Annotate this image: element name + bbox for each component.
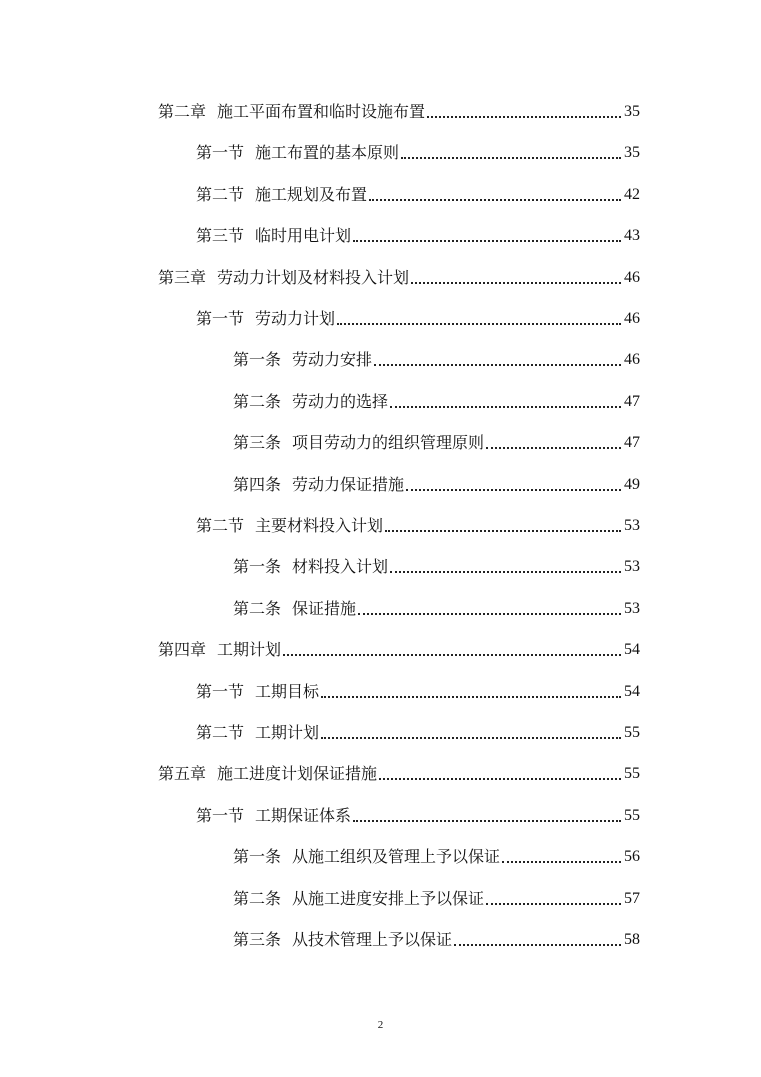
dot-leader (358, 613, 621, 615)
dot-leader (390, 571, 621, 573)
toc-entry[interactable] (158, 262, 640, 288)
toc-entry-page: 53 (624, 517, 640, 534)
dot-leader (486, 903, 621, 905)
toc-entry-title: 施工平面布置和临时设施布置 (217, 102, 426, 121)
dot-leader (374, 364, 621, 366)
toc-entry-page: 55 (624, 724, 640, 741)
toc-entry-title: 劳动力保证措施 (292, 474, 405, 494)
toc-entry[interactable] (158, 758, 640, 784)
toc-entry-page: 46 (624, 268, 640, 286)
dot-leader (321, 737, 621, 739)
toc-entry-number: 第一节 (196, 309, 245, 328)
toc-entry-number: 第三节 (196, 226, 245, 246)
dot-leader (283, 654, 621, 656)
toc-entry-title: 工期计划 (217, 640, 282, 660)
toc-entry-title: 施工布置的基本原则 (255, 143, 400, 163)
toc-entry[interactable] (233, 551, 640, 577)
toc-entry-page: 49 (624, 475, 640, 493)
dot-leader (379, 778, 621, 780)
toc-entry-title: 工期计划 (255, 723, 320, 742)
toc-entry-number: 第一节 (196, 805, 245, 825)
toc-entry[interactable] (233, 924, 640, 950)
toc-entry-number: 第二章 (158, 102, 207, 121)
toc-entry-number: 第一条 (233, 557, 282, 577)
toc-entry-number: 第二节 (196, 723, 245, 742)
toc-entry-page: 53 (624, 558, 640, 576)
toc-entry-page: 35 (624, 103, 640, 120)
toc-entry-number: 第二条 (233, 391, 282, 411)
toc-entry[interactable] (196, 800, 640, 826)
toc-entry-title: 工期保证体系 (255, 805, 352, 825)
toc-entry[interactable] (158, 96, 640, 122)
toc-entry-page: 47 (624, 392, 640, 410)
toc-entry-title: 施工规划及布置 (255, 184, 368, 204)
toc-entry-title: 劳动力计划 (255, 309, 336, 328)
toc-entry-title: 保证措施 (292, 598, 357, 618)
toc-entry[interactable] (196, 220, 640, 246)
toc-entry-title: 主要材料投入计划 (255, 516, 384, 535)
toc-entry-title: 从施工进度安排上予以保证 (292, 888, 485, 908)
toc-entry-page: 58 (624, 931, 640, 948)
toc-entry-title: 工期目标 (255, 681, 320, 701)
toc-entry[interactable] (233, 427, 640, 453)
toc-entry-number: 第四条 (233, 474, 282, 494)
dot-leader (486, 447, 621, 449)
toc-entry[interactable] (196, 510, 640, 536)
toc-entry-page: 35 (624, 144, 640, 162)
toc-entry-number: 第四章 (158, 640, 207, 660)
toc-entry-page: 56 (624, 848, 640, 866)
toc-entry-number: 第一条 (233, 350, 282, 370)
toc-entry[interactable] (196, 303, 640, 329)
toc-entry-number: 第一条 (233, 847, 282, 867)
dot-leader (353, 240, 621, 242)
toc-entry[interactable] (196, 676, 640, 702)
toc-entry-title: 从施工组织及管理上予以保证 (292, 847, 501, 867)
toc-entry-title: 劳动力的选择 (292, 391, 389, 411)
dot-leader (427, 116, 621, 118)
toc-entry[interactable] (233, 883, 640, 909)
toc-entry[interactable] (233, 344, 640, 370)
toc-entry-number: 第一节 (196, 681, 245, 701)
toc-entry-page: 47 (624, 434, 640, 452)
dot-leader (385, 530, 621, 532)
toc-entry-page: 54 (624, 641, 640, 659)
toc-entry-number: 第三条 (233, 433, 282, 453)
toc-entry-number: 第五章 (158, 764, 207, 784)
toc-entry-number: 第二节 (196, 184, 245, 204)
dot-leader (502, 861, 621, 863)
dot-leader (411, 282, 621, 284)
toc-entry-page: 53 (624, 599, 640, 617)
toc-entry[interactable] (233, 841, 640, 867)
toc-entry[interactable] (158, 634, 640, 660)
toc-entry-page: 46 (624, 310, 640, 327)
toc-entry-number: 第一节 (196, 143, 245, 163)
page-number-footer: 2 (377, 1019, 384, 1031)
toc-entry-number: 第二节 (196, 516, 245, 535)
toc-entry[interactable] (233, 469, 640, 495)
toc-entry[interactable] (196, 137, 640, 163)
toc-entry[interactable] (233, 593, 640, 619)
toc-entry-page: 42 (624, 185, 640, 203)
toc-entry-page: 46 (624, 351, 640, 369)
toc-entry-page: 43 (624, 227, 640, 245)
toc-entry-title: 劳动力计划及材料投入计划 (217, 267, 410, 287)
toc-entry[interactable] (196, 717, 640, 743)
toc-entry-title: 项目劳动力的组织管理原则 (292, 433, 485, 453)
dot-leader (406, 489, 621, 491)
toc-entry-number: 第二条 (233, 598, 282, 618)
toc-entry[interactable] (233, 386, 640, 412)
dot-leader (353, 820, 621, 822)
toc-entry-title: 材料投入计划 (292, 557, 389, 577)
toc-entry-page: 55 (624, 765, 640, 783)
toc-entry-title: 临时用电计划 (255, 226, 352, 246)
dot-leader (369, 199, 621, 201)
dot-leader (454, 944, 621, 946)
toc-entry-page: 55 (624, 806, 640, 824)
toc-entry-number: 第二条 (233, 888, 282, 908)
dot-leader (390, 406, 621, 408)
toc-entry-number: 第三章 (158, 267, 207, 287)
dot-leader (321, 696, 621, 698)
toc-entry-title: 施工进度计划保证措施 (217, 764, 378, 784)
toc-entry-title: 从技术管理上予以保证 (292, 930, 453, 949)
toc-entry[interactable] (196, 179, 640, 205)
toc-entry-page: 57 (624, 889, 640, 907)
dot-leader (337, 323, 621, 325)
toc-entry-title: 劳动力安排 (292, 350, 373, 370)
toc-entry-number: 第三条 (233, 930, 282, 949)
dot-leader (401, 157, 621, 159)
toc-entry-page: 54 (624, 682, 640, 700)
